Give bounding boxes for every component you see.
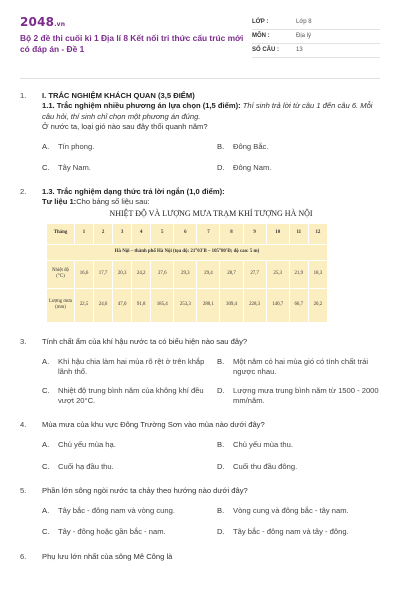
answer-options	[42, 357, 380, 406]
option-letter: B.	[217, 506, 225, 516]
question-text: Phụ lưu lớn nhất của sông Mê Công là	[42, 551, 173, 561]
question-body	[42, 337, 380, 406]
header	[20, 14, 380, 72]
option-letter: D.	[217, 527, 225, 537]
logo-text: 2048	[20, 15, 55, 29]
option-text: Đông Nam.	[233, 163, 272, 173]
month-header: 9	[243, 223, 266, 244]
question-5	[20, 486, 380, 538]
month-header: 8	[220, 223, 243, 244]
question-body	[42, 552, 380, 562]
option-b[interactable]	[217, 440, 380, 450]
question-text: Tính chất ẩm của khí hậu nước ta có biểu hiện nào sau đây?	[42, 336, 248, 346]
question-number: 6.	[20, 551, 27, 561]
rainfall-row	[47, 288, 328, 322]
question-number: 1.	[20, 91, 27, 100]
table-cell: 27,7	[243, 260, 266, 288]
document-title: Bộ 2 đề thi cuối kì 1 Địa lí 8 Kết nối tri thức cấu trúc mới có đáp án - Đề 1	[20, 33, 244, 55]
question-number: 5.	[20, 485, 27, 495]
section-title: 1.3. Trắc nghiệm dạng thức trả lời ngắn (1,0 điểm):	[42, 186, 225, 196]
question-body	[42, 187, 380, 223]
subsection-note: Thí sinh trả lời từ câu 1 đến câu 6. Mỗi câu hỏi, thí sinh chỉ chọn một phương án đúng.	[42, 101, 373, 121]
table-cell: 18,3	[308, 260, 327, 288]
option-text: Cuối hạ đầu thu.	[58, 461, 114, 471]
section-title: I. TRẮC NGHIỆM KHÁCH QUAN (3,5 ĐIỂM)	[42, 91, 195, 100]
question-number: 3.	[20, 336, 27, 346]
row-label-temperature: Nhiệt độ (°C)	[47, 260, 75, 288]
header-left	[20, 14, 250, 55]
table-cell: 24,2	[132, 260, 151, 288]
table-cell: 91,8	[132, 288, 151, 322]
option-b[interactable]	[217, 506, 380, 516]
option-b[interactable]	[217, 142, 380, 152]
meta-row-count	[252, 44, 380, 58]
option-letter: B.	[217, 142, 225, 151]
question-number: 4.	[20, 420, 27, 430]
month-header: 6	[174, 223, 197, 244]
option-text: Khí hậu chia làm hai mùa rõ rệt ở trên khắp lãnh thổ.	[58, 357, 205, 377]
option-d[interactable]	[217, 163, 380, 173]
table-cell: 28,7	[220, 260, 243, 288]
option-text: Chủ yếu mùa thu.	[233, 440, 293, 450]
question-text: Ở nước ta, loại gió nào sau đây thổi quanh năm?	[42, 121, 208, 131]
answer-options	[42, 506, 380, 538]
climate-table	[46, 223, 328, 323]
option-letter: C.	[42, 527, 50, 537]
question-body	[42, 91, 380, 174]
option-letter: D.	[217, 385, 225, 395]
option-text: Tây bắc - đông nam và tây - đông.	[233, 527, 349, 537]
option-text: Tín phong.	[58, 142, 95, 151]
table-cell: 22,5	[75, 288, 94, 322]
logo-suffix: .vn	[54, 21, 66, 28]
table-cell: 253,3	[174, 288, 197, 322]
meta-key: MÔN :	[252, 33, 270, 40]
option-d[interactable]	[217, 462, 380, 472]
table-cell: 27,6	[151, 260, 174, 288]
month-header: 10	[266, 223, 289, 244]
table-caption: NHIỆT ĐỘ VÀ LƯỢNG MƯA TRẠM KHÍ TƯỢNG HÀ NỘI	[109, 209, 313, 218]
table-cell: 228,3	[243, 288, 266, 322]
option-a[interactable]	[42, 357, 205, 378]
month-header: 1	[75, 223, 94, 244]
option-letter: B.	[217, 357, 225, 367]
meta-row-subject	[252, 30, 380, 44]
option-text: Tây Nam.	[58, 163, 91, 173]
option-text: Tây bắc - đông nam và vòng cung.	[58, 506, 175, 516]
table-header-row	[47, 223, 328, 244]
question-6	[20, 552, 380, 562]
material-label: Tư liệu 1:	[42, 196, 77, 206]
answer-options	[42, 142, 380, 174]
table-region-row	[47, 244, 328, 260]
option-c[interactable]	[42, 386, 205, 407]
table-cell: 16,6	[75, 260, 94, 288]
question-text: Mùa mưa của khu vực Đông Trường Sơn vào mùa nào dưới đây?	[42, 420, 265, 430]
table-cell: 20,2	[308, 288, 327, 322]
option-b[interactable]	[217, 357, 380, 378]
table-cell: 20,3	[113, 260, 132, 288]
option-text: Vòng cung và đông bắc - tây nam.	[233, 506, 349, 516]
month-header: 2	[94, 223, 113, 244]
subsection-title: 1.1. Trắc nghiệm nhiều phương án lựa chọn (1,5 điểm):	[42, 101, 241, 111]
question-2	[20, 187, 380, 223]
meta-table	[252, 16, 380, 58]
subsection-instruction	[42, 101, 380, 122]
option-letter: C.	[42, 461, 50, 471]
meta-value: Địa lý	[296, 33, 312, 40]
option-text: Tây - đông hoặc gần bắc - nam.	[58, 527, 166, 537]
option-text: Cuối thu đầu đông.	[233, 461, 298, 471]
row-label-rainfall: Lượng mưa (mm)	[47, 288, 75, 322]
option-c[interactable]	[42, 527, 205, 537]
option-text: Đông Bắc.	[233, 142, 269, 151]
option-d[interactable]	[217, 527, 380, 537]
question-body	[42, 420, 380, 472]
table-cell: 29,3	[174, 260, 197, 288]
option-a[interactable]	[42, 506, 205, 516]
question-body	[42, 486, 380, 538]
table-cell: 185,4	[151, 288, 174, 322]
meta-value: 13	[296, 47, 303, 54]
option-a[interactable]	[42, 440, 205, 450]
option-letter: C.	[42, 163, 50, 173]
option-text: Một năm có hai mùa gió có tính chất trái ngược nhau.	[233, 357, 369, 377]
answer-options	[42, 440, 380, 472]
table-cell: 280,1	[197, 288, 220, 322]
meta-value: Lớp 8	[296, 19, 312, 26]
option-letter: A.	[42, 440, 50, 450]
temperature-row	[47, 260, 328, 288]
option-text: Lượng mưa trung bình năm từ 1500 - 2000 mm/năm.	[233, 385, 379, 405]
site-logo[interactable]	[20, 14, 250, 30]
option-text: Nhiệt độ trung bình năm của không khí đều vượt 20°C.	[58, 385, 204, 405]
option-letter: C.	[42, 385, 50, 395]
table-cell: 29,4	[197, 260, 220, 288]
meta-row-class	[252, 16, 380, 30]
material-text: Cho bảng số liệu sau:	[76, 196, 150, 206]
meta-key: SỐ CÂU :	[252, 47, 279, 54]
month-header: 3	[113, 223, 132, 244]
option-text: Chủ yếu mùa hạ.	[58, 440, 116, 450]
question-3	[20, 337, 380, 406]
question-1	[20, 91, 380, 174]
table-cell: 140,7	[266, 288, 289, 322]
month-header: 5	[151, 223, 174, 244]
meta-key: LỚP :	[252, 19, 269, 26]
option-letter: D.	[217, 163, 225, 173]
table-cell: 17,7	[94, 260, 113, 288]
question-4	[20, 420, 380, 472]
option-c[interactable]	[42, 462, 205, 472]
month-header: 11	[289, 223, 308, 244]
table-cell: 24,6	[94, 288, 113, 322]
question-text: Phần lớn sông ngòi nước ta chảy theo hướng nào dưới đây?	[42, 485, 248, 495]
month-header: 7	[197, 223, 220, 244]
option-a[interactable]	[42, 142, 205, 152]
table-cell: 25,3	[266, 260, 289, 288]
month-header: 12	[308, 223, 327, 244]
option-letter: A.	[42, 357, 50, 367]
table-cell: 47,0	[113, 288, 132, 322]
option-letter: B.	[217, 440, 225, 450]
option-letter: D.	[217, 461, 225, 471]
region-label: Hà Nội – thành phố Hà Nội (tọa độ: 21°03'B – 105°80'Đ; độ cao: 5 m)	[47, 244, 328, 260]
option-c[interactable]	[42, 163, 205, 173]
table-cell: 66,7	[289, 288, 308, 322]
month-header: 4	[132, 223, 151, 244]
table-cell: 309,4	[220, 288, 243, 322]
table-header-label: Tháng	[47, 223, 75, 244]
table-cell: 21,9	[289, 260, 308, 288]
option-letter: A.	[42, 506, 50, 516]
option-letter: A.	[42, 142, 50, 151]
question-number: 2.	[20, 186, 27, 196]
header-divider	[20, 78, 380, 79]
material-line	[42, 197, 380, 207]
option-d[interactable]	[217, 386, 380, 407]
